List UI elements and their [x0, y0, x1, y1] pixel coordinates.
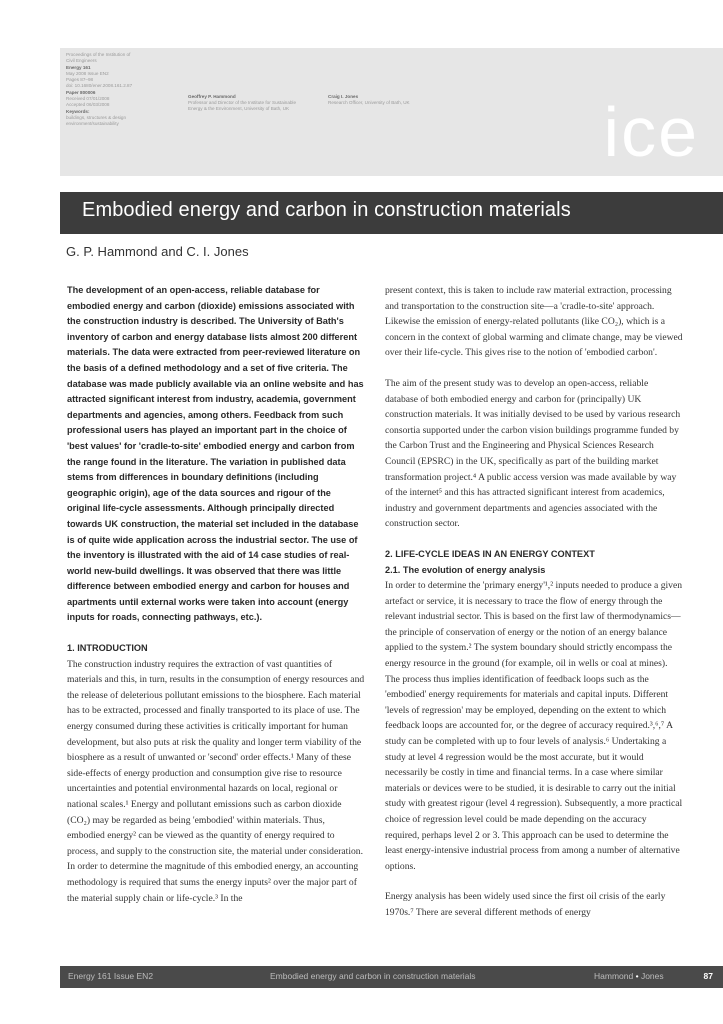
- left-column: [67, 283, 365, 906]
- body-paragraph: The aim of the present study was to develop an open-access, reliable database of both embodied energy and carbon for (principally) UK construction materials. It was initially devised to be used by various research consortia supported under the carbon vision buildings programme funded by the Carbon Trust and the Engineering and Physical Sciences Research Council (EPSRC) in the UK, specifically as part of the building market transformation project.⁴ A public access version was made available by way of the internet⁵ and this has attracted significant interest from academics, industry and government departments and agencies associated with the construction sector.: [385, 377, 681, 530]
- body-paragraph: present context, this is taken to include raw material extraction, processing and transportation to the construction site—a 'cradle-to-site' approach. Likewise the emission of energy-related pollutants (like CO₂), which is a concern in the context of global warming and climate change, may be viewed over their life-cycle. This gives rise to the notion of 'embodied carbon'.: [385, 285, 683, 359]
- page-footer: [60, 966, 723, 988]
- body-paragraph: In order to determine the 'primary energy'¹,² inputs needed to produce a given artefact or service, it is necessary to trace the flow of energy through the relevant industrial sector. This is based on the first law of thermodynamics—the principle of conservation of energy or the notion of an energy balance applied to the system.² The system boundary should strictly encompass the energy resource in the ground (for example, oil in wells or coal at mines). The process thus implies identification of feedback loops such as the 'embodied' energy requirements for materials and capital inputs. Different 'levels of regression' may be employed, depending on the extent to which feedback loops are accounted for, or the degree of accuracy required.³,⁶,⁷ A study can be completed with up to four levels of analysis.⁶ Undertaking a study at level 4 regression would be the most accurate, but it would necessarily be costly in time and financial terms. In a case where similar materials or devices were to be studied, it is desirable to carry out the initial study with greatest rigour (level 4 regression). Subsequently, a more practical choice of regression level could be made depending on the accuracy required, perhaps level 2 or 3. This approach can be used to determine the least energy-intensive industrial process from among a number of alternative options.: [385, 580, 683, 872]
- abstract: The development of an open-access, reliable database for embodied energy and carbon (dioxide) emissions associated with the construction industry is described. The University of Bath's inventory of carbon and energy database lists almost 200 different materials. The data were extracted from peer-reviewed literature on the basis of a defined methodology and a set of five criteria. The database was made publicly available via an online website and has attracted significant interest from industry, academia, government departments and agencies, among others. Feedback from such professional users has played an important part in the choice of 'best values' for 'cradle-to-site' embodied energy and carbon from the range found in the literature. The variation in published data stems from differences in boundary definitions (including geographic origin), age of the data sources and rigour of the original life-cycle assessments. Although principally directed towards UK construction, the material set included in the database is of quite wide application across the industrial sector. The use of the inventory is illustrated with the aid of 14 case studies of real-world new-build dwellings. It was observed that there was little difference between embodied energy and carbon for houses and apartments until external works were taken into account (energy inputs for roads, connecting pathways, etc.).: [67, 285, 364, 623]
- author-name: Craig I. Jones: [328, 94, 359, 99]
- meta-line: Keywords:: [66, 108, 90, 114]
- author-name: Geoffrey P. Hammond: [188, 94, 236, 99]
- footer-journal: Energy 161 Issue EN2: [68, 971, 154, 981]
- doi[interactable]: doi: 10.1680/ener.2008.161.2.87: [66, 83, 133, 89]
- right-column: [385, 283, 683, 921]
- meta-line: Paper 800006: [66, 89, 96, 95]
- paper-authors: G. P. Hammond and C. I. Jones: [66, 244, 249, 259]
- meta-line: Proceedings of the Institution of: [66, 52, 131, 57]
- body-paragraph: Energy analysis has been widely used since the first oil crisis of the early 1970s.⁷ There are several different methods of energy: [385, 891, 666, 918]
- footer-author: Hammond: [594, 971, 634, 981]
- title-banner: [60, 192, 723, 234]
- introduction-paragraph: The construction industry requires the extraction of vast quantities of materials and this, in turn, results in the consumption of energy resources and the release of deleterious pollutant emissions to the biosphere. Each material has to be extracted, processed and finally transported to its place of use. The energy consumed during these activities is critically important for human development, but also puts at risk the quality and longer term viability of the biosphere as a result of unwanted or 'second' order effects.¹ Many of these side-effects of energy production and consumption give rise to resource uncertainties and potential environmental hazards on local, regional or national scales.¹ Energy and pollutant emissions such as carbon dioxide (CO₂) may be regarded as being 'embodied' within materials. Thus, embodied energy² can be viewed as the quantity of energy required to process, and supply to the construction site, the material under consideration. In order to determine the magnitude of this embodied energy, an accounting methodology is required that sums the energy inputs² over the major part of the material supply chain or life-cycle.³ In the: [67, 658, 365, 904]
- subsection-heading-evolution: 2.1. The evolution of energy analysis: [385, 564, 546, 575]
- meta-line: Accepted 06/03/2008: [66, 102, 110, 108]
- paper-title: Embodied energy and carbon in construction materials: [82, 199, 571, 221]
- footer-authors: [594, 971, 664, 981]
- meta-line: environment/sustainability: [66, 121, 119, 127]
- footer-running-title: Embodied energy and carbon in construction materials: [270, 971, 476, 981]
- page-number: 87: [703, 971, 713, 981]
- ice-logo: ice: [603, 93, 699, 171]
- meta-line: Civil Engineers: [66, 58, 97, 64]
- separator-dot: •: [635, 971, 639, 981]
- author-affiliation-2: [328, 94, 418, 106]
- meta-line: Pages 87–98: [66, 77, 94, 83]
- meta-line: buildings, structures & design: [66, 114, 127, 120]
- author-affiliation: Professor and Director of the Institute for Sustainable Energy & the Environment, University of Bath, UK: [188, 100, 297, 111]
- section-heading-lifecycle: 2. LIFE-CYCLE IDEAS IN AN ENERGY CONTEXT: [385, 548, 595, 559]
- journal-header: [60, 48, 723, 176]
- footer-author: Jones: [640, 971, 664, 981]
- meta-line: Energy 161: [66, 64, 91, 70]
- article-metadata: [66, 52, 176, 128]
- author-affiliation: Research Officer, University of Bath, UK: [328, 100, 410, 105]
- meta-line: Received 07/01/2008: [66, 96, 110, 102]
- meta-line: May 2008 Issue EN2: [66, 70, 109, 76]
- author-affiliation-1: [188, 94, 298, 112]
- section-heading-introduction: 1. INTRODUCTION: [67, 643, 148, 654]
